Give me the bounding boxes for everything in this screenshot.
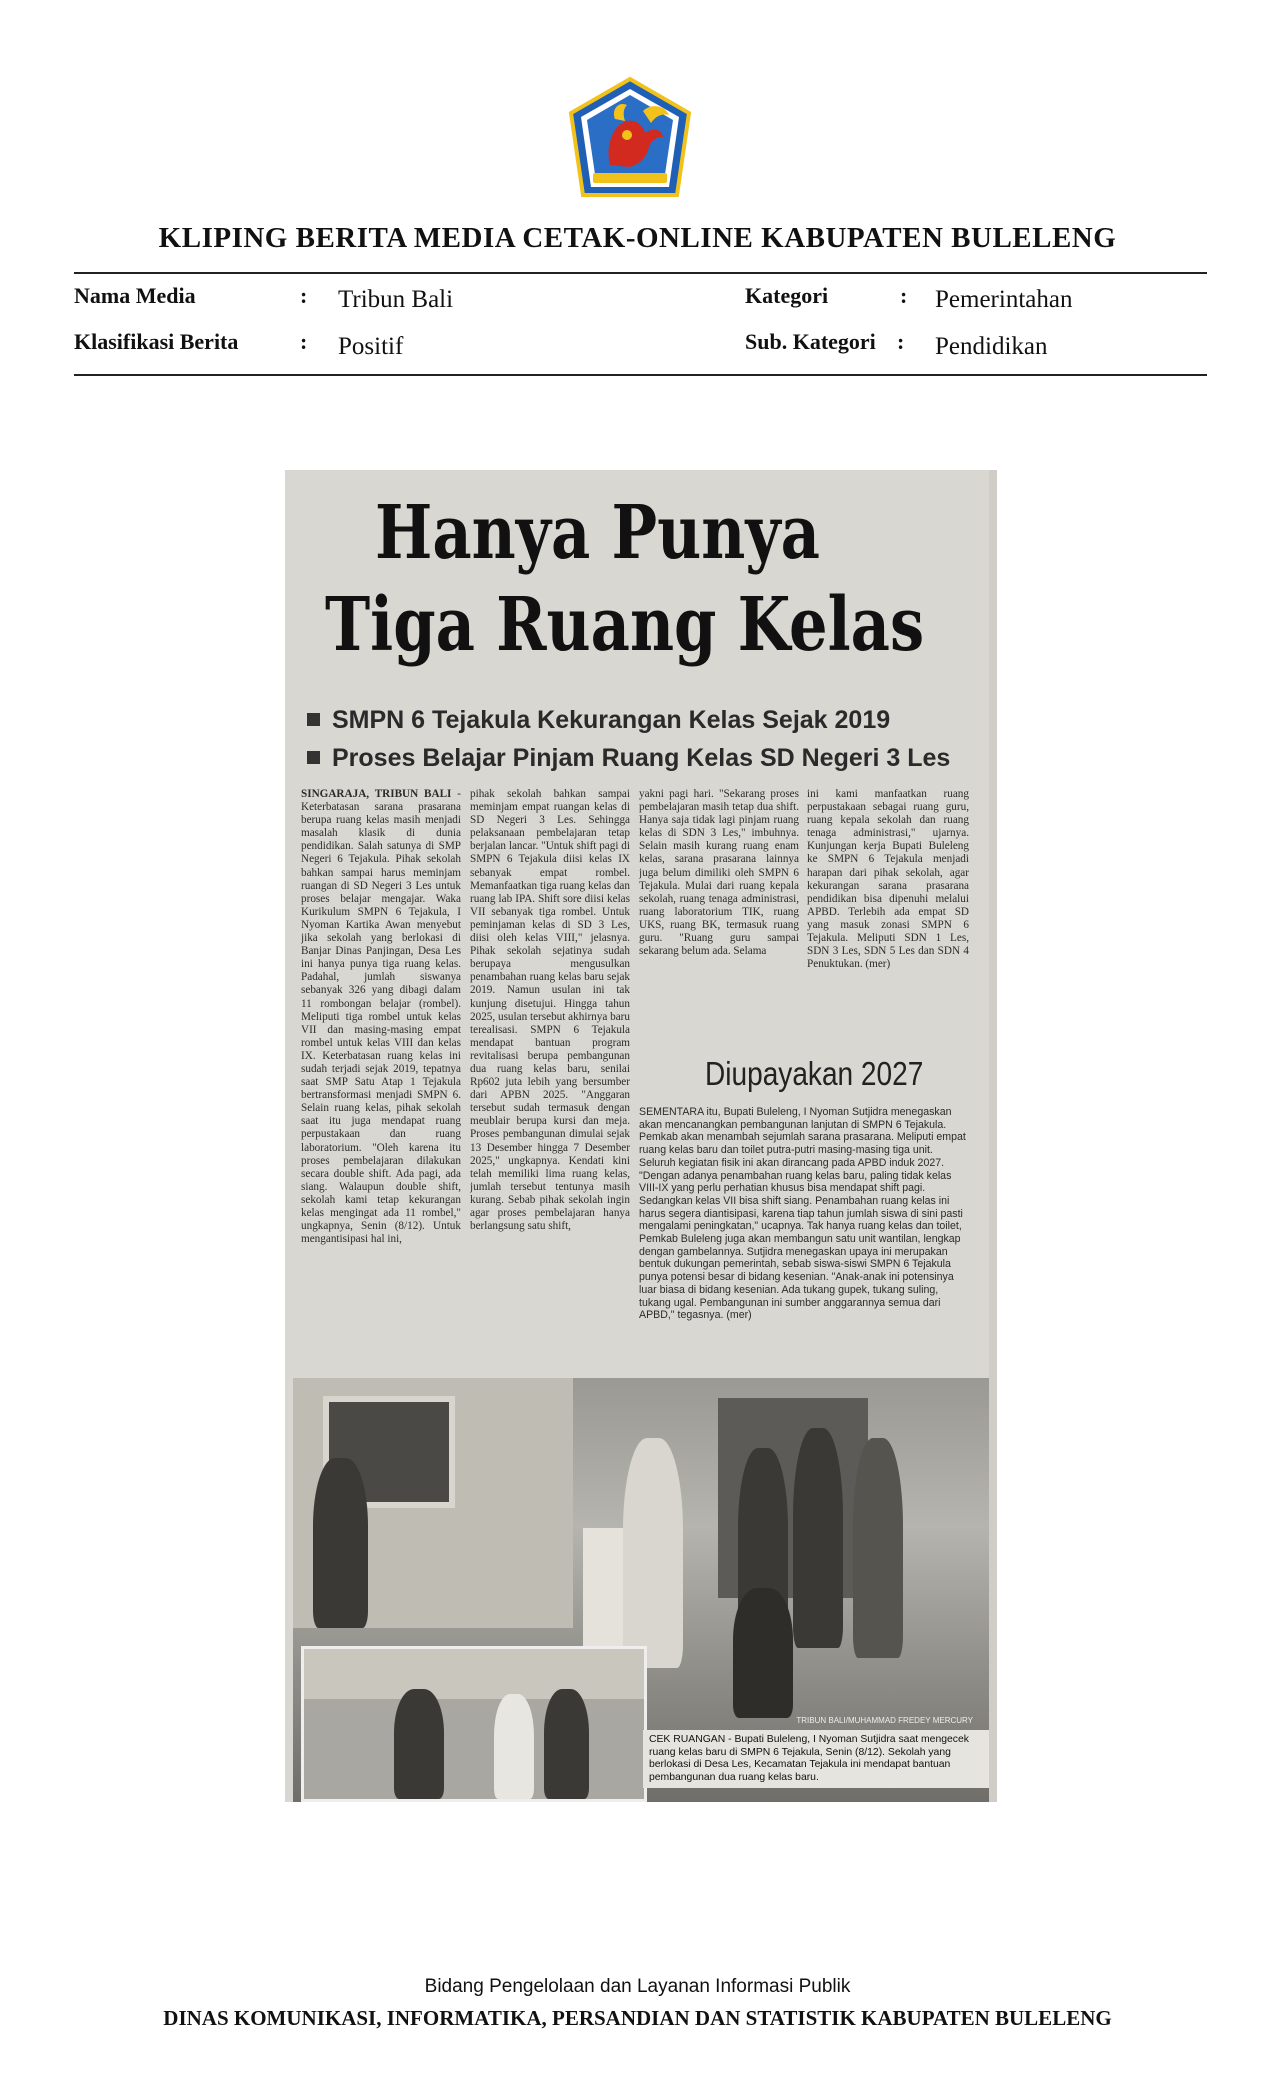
photo-person [494,1694,534,1799]
photo-credit: TRIBUN BALI/MUHAMMAD FREDEY MERCURY [796,1716,973,1725]
article-column-1 [301,788,461,1354]
colon: : [897,329,905,354]
photo-person [394,1689,444,1799]
kategori-value: Pemerintahan [935,286,1073,313]
header-rule-bottom [74,374,1207,376]
photo-person [623,1438,683,1668]
headline-line-1: Hanya Punya [375,490,820,576]
klasifikasi-label: Klasifikasi Berita [74,329,239,354]
nama-media-value: Tribun Bali [338,286,454,313]
dateline: SINGARAJA, TRIBUN BALI [301,788,452,800]
inset-whiteboard [304,1649,644,1699]
subheadline-2 [307,744,950,773]
sidebar-box-text: SEMENTARA itu, Bupati Buleleng, I Nyoman Sutjidra menegaskan akan mencanangkan pembangunan lanjutan di SMPN 6 Tejakula. Pemkab akan menambah sejumlah sarana prasarana. Meliputi empat ruang kelas baru dan toilet putra-putri masing-masing tiga unit. Seluruh kegiatan fisik ini akan dirancang pada APBD induk 2027. "Dengan adanya penambahan ruang kelas baru, paling tidak kelas VIII-IX yang perlu perhatian khusus bisa mendapat shift pagi. Sedangkan kelas VII bisa shift siang. Penambahan ruang kelas ini harus segera diantisipasi, karena tiap tahun jumlah siswa di sini pasti mengalami peningkatan," ucapnya. Tak hanya ruang kelas dan toilet, Pemkab Buleleng juga akan membangun satu unit wantilan, lengkap dengan gambelannya. Sutjidra menegaskan upaya ini merupakan bentuk dukungan pemerintah, sebab siswa-siswi SMPN 6 Tejakula punya potensi besar di bidang kesenian. "Anak-anak ini potensinya luar biasa di bidang kesenian. Ada tukang gupek, tukang suling, tukang ugal. Pembangunan ini sumber anggarannya semua dari APBD," tegasnya. (mer) [639,1106,966,1322]
sub-kategori-label: Sub. Kategori [745,329,876,354]
photo-person [793,1428,843,1648]
bullet-square-icon [307,713,320,726]
colon: : [300,283,308,308]
bullet-square-icon [307,751,320,764]
subheadline-2-text: Proses Belajar Pinjam Ruang Kelas SD Negeri 3 Les [332,744,951,772]
article-column-2: pihak sekolah bahkan sampai meminjam empat ruangan kelas di SD Negeri 3 Les. Sehingga pelaksanaan pembelajaran tetap berjalan lancar. "Untuk shift pagi di SMPN 6 Tejakula diisi kelas IX sebanyak empat rombel. Memanfaatkan tiga ruang kelas dan ruang lab IPA. Shift sore diisi kelas VII sebanyak tiga rombel. Untuk peminjaman kelas di SD 3 Les, diisi oleh kelas VIII," jelasnya. Pihak sekolah sejatinya sudah berupaya mengusulkan penambahan ruang kelas baru sejak 2019. Namun usulan ini tak kunjung disetujui. Hingga tahun 2025, usulan tersebut akhirnya baru terealisasi. SMPN 6 Tejakula mendapat bantuan program revitalisasi berupa pembangunan dua ruang kelas baru, senilai Rp602 juta lebih yang bersumber dari APBN 2025. "Anggaran tersebut sudah termasuk dengan meublair berupa kursi dan meja. Proses pembangunan dimulai sejak 13 Desember hingga 7 Desember 2025," ungkapnya. Kendati kini telah memiliki lima ruang kelas, jumlah tersebut tentunya masih kurang. Sebab pihak sekolah ingin agar proses pembelajaran hanya berlangsung satu shift, [470,788,630,1233]
headline-line-2: Tiga Ruang Kelas [325,582,925,668]
article-column-4: ini kami manfaatkan ruang perpustakaan sebagai ruang guru, ruang kepala sekolah dan ruang tenaga administrasi," ujarnya. Kunjungan kerja Bupati Buleleng ke SMPN 6 Tejakula menjadi harapan dari pihak sekolah, agar kekurangan sarana prasarana pendidikan bisa dipenuhi melalui APBD. Terlebih ada empat SD yang masuk zonasi SMPN 6 Tejakula. Meliputi SDN 1 Les, SDN 3 Les, SDN 5 Les dan SDN 4 Penuktukan. (mer) [807,788,969,971]
buleleng-crest-icon [565,75,695,200]
buleleng-logo [565,75,695,200]
photo-person [853,1438,903,1658]
photo-inset [301,1646,647,1802]
header-rule-top [74,272,1207,274]
footer-agency: DINAS KOMUNIKASI, INFORMATIKA, PERSANDIAN DAN STATISTIK KABUPATEN BULELENG [163,2006,1112,2030]
column-1-text: - Keterbatasan sarana prasarana berupa ruang kelas masih menjadi masalah klasik di dunia pendidikan. Salah satunya di SMP Negeri 6 Tejakula. Pihak sekolah bahkan sampai harus meminjam ruangan di SD Negeri 3 Les untuk proses belajar mengajar. Waka Kurikulum SMPN 6 Tejakula, I Nyoman Kartika Awan menyebut jika sekolah yang berlokasi di Banjar Dinas Panjingan, Desa Les ini hanya punya tiga ruang kelas. Padahal, jumlah siswanya sebanyak 326 yang dibagi dalam 11 rombongan belajar (rombel). Meliputi tiga rombel untuk kelas VII dan masing-masing empat rombel untuk kelas VIII dan kelas IX. Keterbatasan ruang kelas ini sudah terjadi sejak 2019, tepatnya saat SMP Satu Atap 1 Tejakula bertransformasi menjadi SMPN 6. Selain ruang kelas, pihak sekolah saat itu juga mendapat ruang perpustakaan dan ruang laboratorium. "Oleh karena itu proses pembelajaran dilakukan secara double shift. Ada pagi, ada siang. Walaupun double shift, sekolah kami tetap kekurangan kelas mengingat ada 11 rombel," ungkapnya, Senin (8/12). Untuk mengantisipasi hal ini, [301,788,461,1246]
footer-department: Bidang Pengelolaan dan Layanan Informasi Publik [424,1976,851,1997]
clipping-edge [989,470,997,1802]
colon: : [900,283,908,308]
colon: : [300,329,308,354]
news-photo [293,1378,989,1802]
klasifikasi-value: Positif [338,333,404,360]
nama-media-label: Nama Media [74,283,196,308]
article-column-3: yakni pagi hari. "Sekarang proses pembelajaran masih tetap dua shift. Hanya saja tidak lagi pinjam ruang kelas di SDN 3 Les," imbuhnya. Selain masih kurang ruang enam kelas, sarana prasarana lainnya juga belum dimiliki oleh SMPN 6 Tejakula. Mulai dari ruang kepala sekolah, ruang tenaga administrasi, ruang laboratorium TIK, ruang UKS, ruang BK, termasuk ruang guru. "Ruang guru sampai sekarang belum ada. Selama [639,788,799,958]
sidebar-box-title: Diupayakan 2027 [705,1055,924,1092]
subheadline-1 [307,706,890,735]
photo-person [733,1588,793,1718]
subheadline-1-text: SMPN 6 Tejakula Kekurangan Kelas Sejak 2019 [332,706,891,734]
newspaper-clipping [285,470,997,1802]
photo-caption: CEK RUANGAN - Bupati Buleleng, I Nyoman Sutjidra saat mengecek ruang kelas baru di SMPN 6 Tejakula, Senin (8/12). Sekolah yang berlokasi di Desa Les, Kecamatan Tejakula ini mendapat bantuan pembangunan dua ruang kelas baru. [643,1730,993,1788]
kategori-label: Kategori [745,283,829,308]
sub-kategori-value: Pendidikan [935,333,1048,360]
document-title: KLIPING BERITA MEDIA CETAK-ONLINE KABUPATEN BULELENG [158,222,1117,254]
photo-person [544,1689,589,1799]
photo-person [313,1458,368,1628]
